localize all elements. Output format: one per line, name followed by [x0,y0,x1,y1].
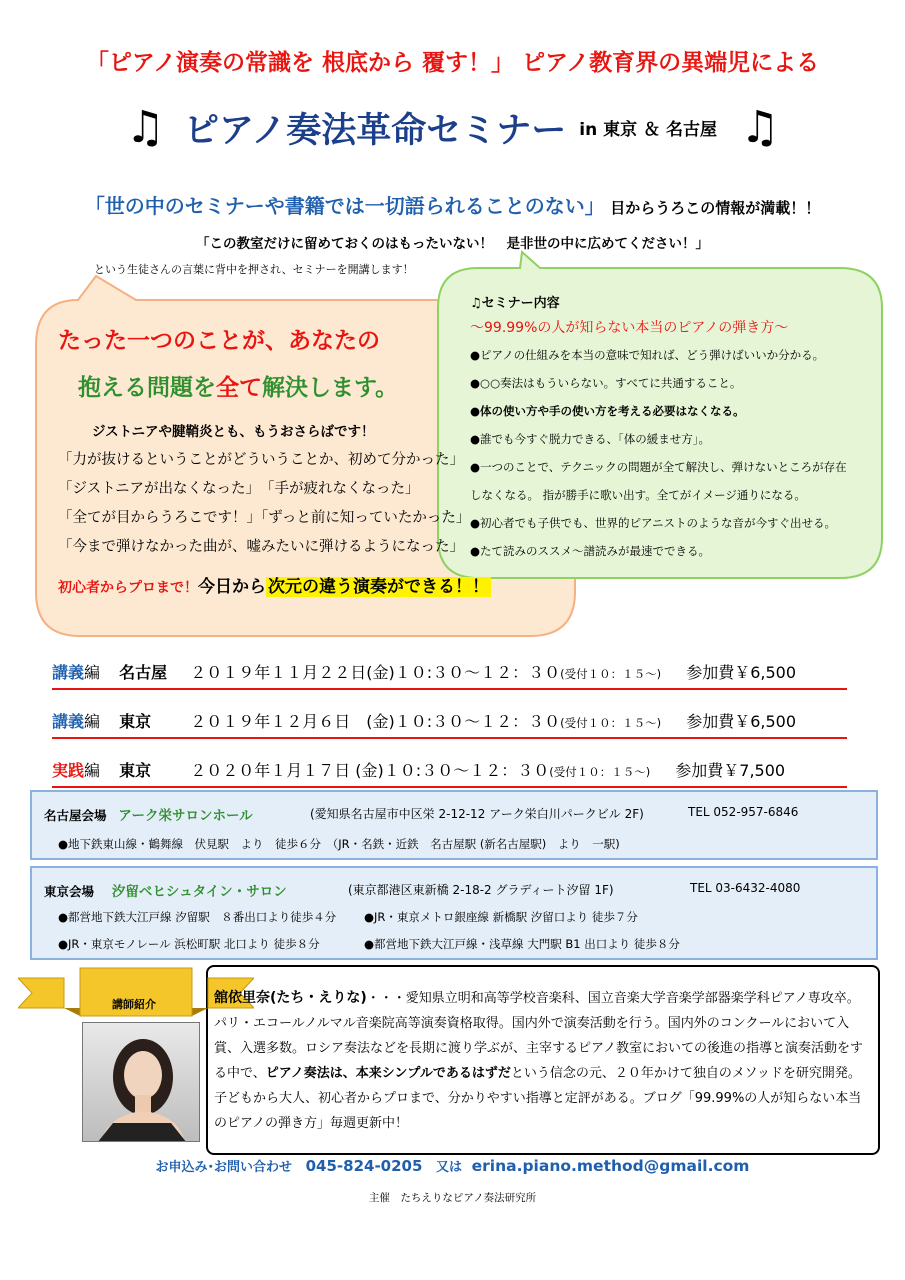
venue-access: ●都営地下鉄大江戸線・浅草線 大門駅 B1 出口より 徒歩８分 [364,937,680,951]
session-date: ２０１９年１２月６日 (金) [190,712,395,731]
bubble-tagline: ジストニアや腱鞘炎とも、もうおさらばです！ [92,424,375,440]
venue-access: ●JR・東京メトロ銀座線 新橋駅 汐留口より 徒歩７分 [364,910,638,924]
venue-tel: TEL 052-957-6846 [688,805,799,819]
session-time: １０:３０～１２：３０ [394,663,561,682]
session-fee: 参加費￥6,500 [686,712,797,731]
seminar-content-heading: ♫セミナー内容 [470,296,560,311]
session-fee: 参加費￥7,500 [675,761,786,780]
testimonial: 「全てが目からうろこです！」「ずっと前に知っていたかった」 [58,510,471,526]
seminar-point: ●誰でも今すぐ脱力できる、「体の緩ませ方」。 [470,432,711,446]
testimonial: 「力が抜けるということがどういうことか、初めて分かった」 [58,452,464,468]
session-type: 実践 [52,761,85,780]
seminar-point: ●○○奏法はもういらない。すべてに共通すること。 [470,376,742,390]
venue-access: ●JR・東京モノレール 浜松町駅 北口より 徒歩８分 [58,937,320,951]
venue-access: ●都営地下鉄大江戸線 汐留駅 ８番出口より徒歩４分 [58,910,337,924]
session-city: 東京 [119,761,152,780]
schedule-row [52,709,847,739]
bio-text: ・・・愛知県立明和高等学校音楽科、国立音楽大学音楽学部器楽学科ピアノ専攻卒。パリ・エコールノルマル音楽院高等演奏資格取得。国内外で演奏活動を行う。国内外のコンクールにおいて入賞、入選多数。ロシア奏法などを長期に渡り学ぶが、主宰するピアノ教室においての後進の指導と演奏活動をする中で、 [214,991,863,1081]
venue-tokyo [30,866,878,960]
instructor-name: 舘依里奈(たち・えりな) [214,990,367,1006]
testimonial: 「今まで弾けなかった曲が、嘘みたいに弾けるようになった」 [58,539,464,555]
session-type: 講義 [52,663,85,682]
session-reception: (受付１０：１５～) [549,765,651,779]
seminar-point: ●初心者でも子供でも、世界的ピアニストのような音が今すぐ出せる。 [470,516,836,530]
bubble-highlight: 全て [216,375,262,401]
session-type-suffix: 編 [84,712,101,731]
venue-label: 東京会場 [44,884,95,899]
bio-text: という信念の元、２０年かけて独自のメソッドを研究開発。子どもから大人、初心者からプロまで、分かりやすい指導と定評がある。ブログ「99.99%の人が知らない本当のピアノの弾き方」毎週更新中！ [214,1066,862,1131]
seminar-point: ●一つのことで、テクニックの問題が全て解決し、弾けないところが存在 [470,460,847,474]
bubble-headline-part: 抱える問題を [78,375,216,401]
headline-top: 「ピアノ演奏の常識を 根底から 覆す！」 ピアノ教育界の異端児による [85,50,820,76]
bubble-closing [58,572,548,597]
venue-tel: TEL 03-6432-4080 [690,881,801,895]
bubble-headline-part: 解決します。 [262,375,399,401]
session-type-suffix: 編 [84,663,101,682]
session-time: １０:３０～１２：３０ [383,761,550,780]
contact-or: 又は [436,1160,463,1175]
closing-highlight: 次元の違う演奏ができる！！ [268,577,489,597]
seminar-point: ●たて読みのススメ～譜読みが最速でできる。 [470,544,711,558]
venue-header [44,804,253,824]
testimonial: 「ジストニアが出なくなった」 「手が疲れなくなった」 [58,481,420,497]
venue-nagoya [30,790,878,860]
session-date: ２０１９年１１月２２日(金) [190,663,395,682]
title-location: in 東京 ＆ 名古屋 [579,120,717,140]
seminar-content-subheading: ～99.99%の人が知らない本当のピアノの弾き方～ [470,320,789,336]
schedule-row [52,660,847,690]
contact-email-link[interactable]: erina.piano.method@gmail.com [471,1157,750,1175]
seminar-content [470,292,870,565]
session-reception: (受付１０：１５～) [560,716,662,730]
contact-line [0,1156,905,1175]
session-city: 名古屋 [119,663,168,682]
seminar-point: ●体の使い方や手の使い方を考える必要はなくなる。 [470,404,745,418]
music-note-icon: ♫ [740,102,780,153]
contact-phone[interactable]: 045-824-0205 [305,1157,423,1175]
venue-header [44,880,287,900]
venue-address: (東京都港区東新橋 2-18-2 グラディート汐留 1F) [348,883,614,897]
page-title: ピアノ奏法革命セミナー [184,110,567,151]
portrait-image [83,1023,200,1142]
venue-access: ●地下鉄東山線・鶴舞線 伏見駅 より 徒歩６分 （JR・名鉄・近鉄 名古屋駅 (新名古屋駅) より 一駅) [58,837,620,851]
closing-part: 今日から [198,577,266,597]
ribbon-label: 講師紹介 [112,998,156,1011]
seminar-point: しなくなる。 指が勝手に歌い出す。全てがイメージ通りになる。 [470,488,806,502]
session-reception: (受付１０：１５～) [560,667,662,681]
music-note-icon: ♫ [125,102,165,153]
student-quote: 「この教室だけに留めておくのはもったいない！ 是非世の中に広めてください！」 [196,236,709,252]
venue-label: 名古屋会場 [44,808,107,823]
contact-label: お申込み･お問い合わせ [155,1160,293,1175]
session-fee: 参加費￥6,500 [686,663,797,682]
schedule-row [52,758,847,788]
venue-address: (愛知県名古屋市中区栄 2-12-12 アーク栄白川パークビル 2F) [310,807,644,821]
session-type-suffix: 編 [84,761,101,780]
intro-text: という生徒さんの言葉に背中を押され、セミナーを開講します！ [94,263,414,276]
organizer: 主催 たちえりなピアノ奏法研究所 [368,1192,537,1204]
session-type: 講義 [52,712,85,731]
venue-name: 汐留ベヒシュタイン・サロン [111,884,287,900]
session-time: １０:３０～１２：３０ [394,712,561,731]
session-city: 東京 [119,712,152,731]
seminar-point: ●ピアノの仕組みを本当の意味で知れば、どう弾けばいいか分かる。 [470,348,825,362]
session-date: ２０２０年１月１７日 (金) [190,761,384,780]
bubble-headline: たった一つのことが、あなたの [58,328,380,354]
venue-name: アーク栄サロンホール [118,808,253,824]
subheadline-quote: 「世の中のセミナーや書籍では一切語られることのない」 [84,194,605,218]
instructor-bio [214,986,864,1136]
bio-emphasis: ピアノ奏法は、本来シンプルであるはずだ [265,1066,511,1081]
closing-part: 初心者からプロまで！ [58,580,198,596]
subheadline-tail: 目からうろこの情報が満載！！ [610,199,821,217]
instructor-photo [82,1022,200,1142]
